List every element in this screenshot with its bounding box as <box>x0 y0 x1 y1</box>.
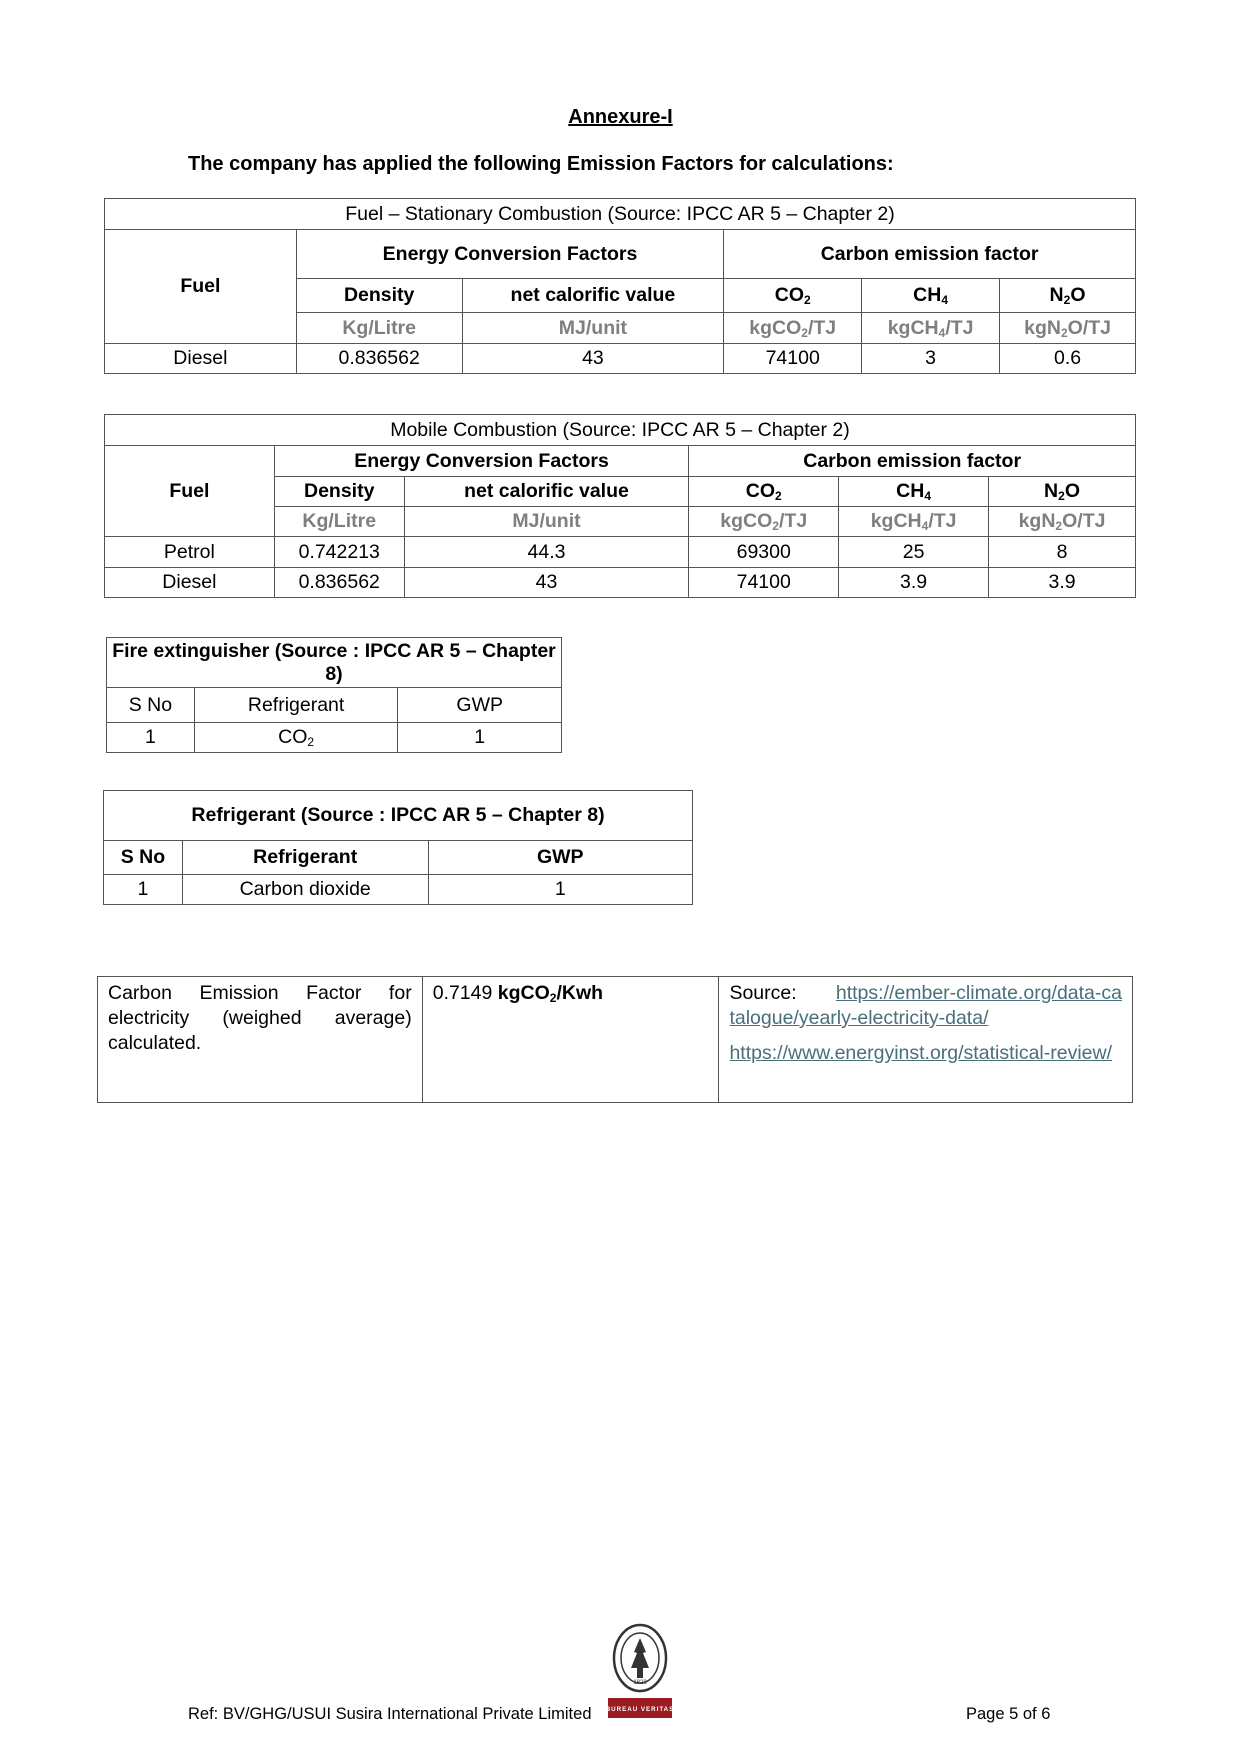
refrigerant-caption: Refrigerant (Source : IPCC AR 5 – Chapter 8) <box>104 791 693 841</box>
stationary-caption: Fuel – Stationary Combustion (Source: IPCC AR 5 – Chapter 2) <box>105 199 1136 230</box>
n2o-header: $N_2O$ <box>989 477 1136 507</box>
density-cell: 0.742213 <box>274 537 404 568</box>
ch4-unit: kgCH$_4$/TJ <box>862 313 1000 344</box>
mobile-caption: Mobile Combustion (Source: IPCC AR 5 – Chapter 2) <box>105 415 1136 446</box>
co2-header: $CO_2$ <box>689 477 839 507</box>
page-number: Page 5 of 6 <box>966 1705 1051 1723</box>
electricity-factor-table <box>97 976 1133 1103</box>
ncv-cell: 43 <box>404 568 689 598</box>
refrigerant-table <box>103 790 693 905</box>
fuel-cell: Petrol <box>105 537 275 568</box>
ncv-cell: 43 <box>462 344 724 374</box>
ch4-cell: 25 <box>839 537 989 568</box>
bureau-veritas-logo <box>605 1622 675 1722</box>
n2o-unit: kgN$_2$O/TJ <box>989 507 1136 537</box>
source-label: Source: <box>729 982 797 1004</box>
co2-cell: 69300 <box>689 537 839 568</box>
ch4-cell: 3 <box>862 344 1000 374</box>
logo-wordmark: BUREAU VERITAS <box>605 1706 675 1713</box>
electricity-unit: kgCO$_2$/Kwh <box>497 982 604 1005</box>
n2o-cell: 8 <box>989 537 1136 568</box>
fuel-header: Fuel <box>105 230 297 344</box>
table-row <box>105 344 1136 374</box>
ncv-header: net calorific value <box>404 477 689 507</box>
sno-header: S No <box>104 841 183 875</box>
electricity-source-cell <box>719 977 1133 1103</box>
sno-cell: 1 <box>104 875 183 905</box>
ncv-header: net calorific value <box>462 279 724 313</box>
gwp-header: GWP <box>398 688 562 723</box>
stationary-combustion-table <box>104 198 1136 374</box>
ch4-header: $CH_4$ <box>862 279 1000 313</box>
mobile-combustion-table <box>104 414 1136 598</box>
refrigerant-cell: $CO_2$ <box>194 723 398 753</box>
n2o-unit: kgN$_2$O/TJ <box>1000 313 1136 344</box>
co2-cell: 74100 <box>689 568 839 598</box>
n2o-cell: 3.9 <box>989 568 1136 598</box>
electricity-description: Carbon Emission Factor for electricity (weighed average) calculated. <box>98 977 423 1103</box>
refrigerant-cell: Carbon dioxide <box>182 875 428 905</box>
n2o-header: $N_2O$ <box>1000 279 1136 313</box>
sno-header: S No <box>107 688 195 723</box>
carbon-emission-header: Carbon emission factor <box>724 230 1136 279</box>
gwp-header: GWP <box>428 841 692 875</box>
table-row <box>107 723 562 753</box>
fire-caption: Fire extinguisher (Source : IPCC AR 5 – Chapter 8) <box>107 638 562 688</box>
gwp-cell: 1 <box>428 875 692 905</box>
carbon-emission-header: Carbon emission factor <box>689 446 1136 477</box>
ch4-header: $CH_4$ <box>839 477 989 507</box>
n2o-cell: 0.6 <box>1000 344 1136 374</box>
table-row <box>105 568 1136 598</box>
table-row <box>104 875 693 905</box>
density-unit: Kg/Litre <box>274 507 404 537</box>
energy-conversion-header: Energy Conversion Factors <box>274 446 689 477</box>
sno-cell: 1 <box>107 723 195 753</box>
ember-climate-link[interactable]: https://ember-climate.org/data-catalogue/yearly-electricity-data/ <box>729 982 1122 1029</box>
footer-reference: Ref: BV/GHG/USUI Susira International Private Limited <box>188 1705 592 1723</box>
energyinst-link[interactable]: https://www.energyinst.org/statistical-review/ <box>729 1042 1113 1064</box>
co2-header: $CO_2$ <box>724 279 862 313</box>
ncv-cell: 44.3 <box>404 537 689 568</box>
ch4-cell: 3.9 <box>839 568 989 598</box>
co2-unit: kgCO$_2$/TJ <box>724 313 862 344</box>
intro-text: The company has applied the following Emission Factors for calculations: <box>188 153 894 175</box>
table-row <box>105 537 1136 568</box>
refrigerant-header: Refrigerant <box>182 841 428 875</box>
fuel-cell: Diesel <box>105 568 275 598</box>
density-cell: 0.836562 <box>296 344 462 374</box>
ncv-unit: MJ/unit <box>462 313 724 344</box>
density-header: Density <box>296 279 462 313</box>
ncv-unit: MJ/unit <box>404 507 689 537</box>
co2-unit: kgCO$_2$/TJ <box>689 507 839 537</box>
density-header: Density <box>274 477 404 507</box>
density-cell: 0.836562 <box>274 568 404 598</box>
density-unit: Kg/Litre <box>296 313 462 344</box>
ch4-unit: kgCH$_4$/TJ <box>839 507 989 537</box>
fuel-header: Fuel <box>105 446 275 537</box>
seal-year: 1828 <box>633 1680 647 1686</box>
fire-extinguisher-table <box>106 637 562 753</box>
gwp-cell: 1 <box>398 723 562 753</box>
fuel-cell: Diesel <box>105 344 297 374</box>
co2-cell: 74100 <box>724 344 862 374</box>
electricity-value-cell <box>422 977 719 1103</box>
energy-conversion-header: Energy Conversion Factors <box>296 230 724 279</box>
refrigerant-header: Refrigerant <box>194 688 398 723</box>
electricity-value: 0.7149 <box>432 982 493 1004</box>
page-title: Annexure-I <box>568 106 673 128</box>
